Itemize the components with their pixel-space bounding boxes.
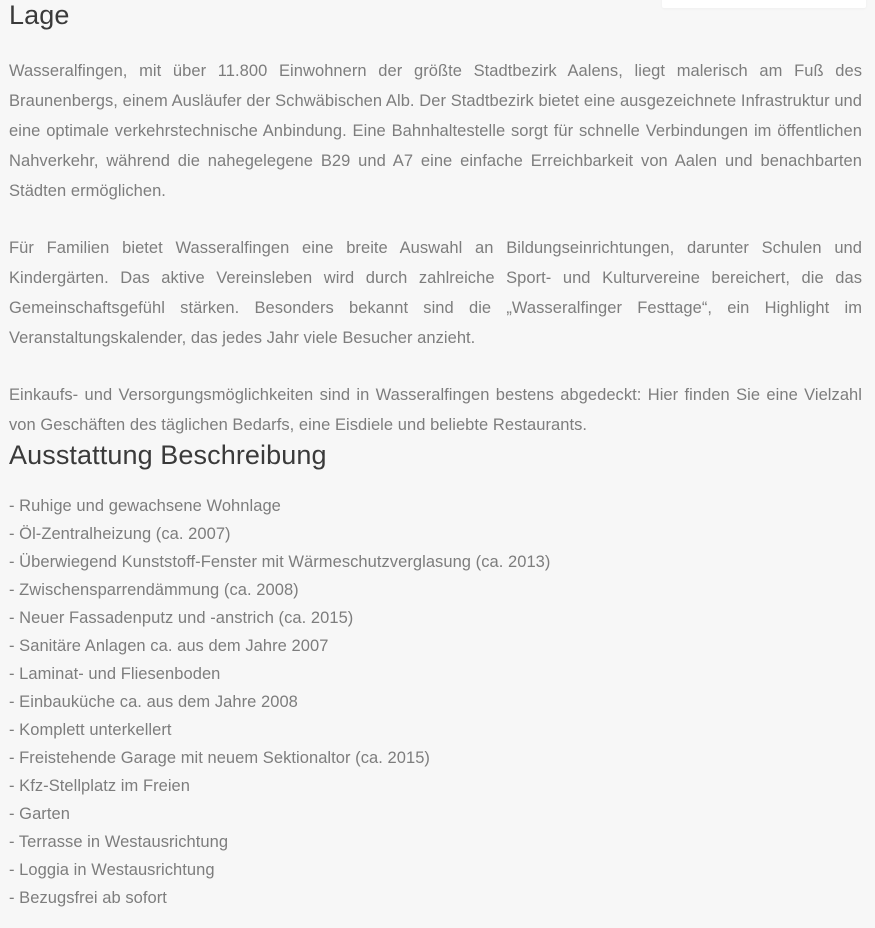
ausstattung-feature-list — [9, 492, 862, 912]
list-item: - Zwischensparrendämmung (ca. 2008) — [9, 581, 299, 599]
list-item: - Garten — [9, 805, 70, 823]
list-item: - Loggia in Westausrichtung — [9, 861, 215, 879]
list-item: - Öl-Zentralheizung (ca. 2007) — [9, 525, 231, 543]
lage-paragraphs — [9, 56, 862, 440]
list-item: - Freistehende Garage mit neuem Sektionaltor (ca. 2015) — [9, 749, 430, 767]
list-item: - Terrasse in Westausrichtung — [9, 833, 229, 851]
list-item: - Ruhige und gewachsene Wohnlage — [9, 497, 281, 515]
list-item: - Überwiegend Kunststoff-Fenster mit Wärmeschutzverglasung (ca. 2013) — [9, 553, 551, 571]
list-item: - Neuer Fassadenputz und -anstrich (ca. 2015) — [9, 609, 354, 627]
lage-paragraph-3: Einkaufs- und Versorgungsmöglichkeiten sind in Wasseralfingen bestens abgedeckt: Hier finden Sie eine Vielzahl von Geschäften des täglichen Bedarfs, eine Eisdiele und beliebte Restaurants. — [9, 386, 862, 434]
list-item: - Komplett unterkellert — [9, 721, 172, 739]
list-item: - Bezugsfrei ab sofort — [9, 889, 167, 907]
list-item: - Laminat- und Fliesenboden — [9, 665, 221, 683]
section-title-ausstattung: Ausstattung Beschreibung — [9, 440, 327, 470]
list-item: - Sanitäre Anlagen ca. aus dem Jahre 2007 — [9, 637, 329, 655]
section-title-lage: Lage — [9, 0, 70, 30]
list-item: - Einbauküche ca. aus dem Jahre 2008 — [9, 693, 298, 711]
list-item: - Kfz-Stellplatz im Freien — [9, 777, 191, 795]
lage-paragraph-1: Wasseralfingen, mit über 11.800 Einwohnern der größte Stadtbezirk Aalens, liegt malerisch am Fuß des Braunenbergs, einem Ausläufer der Schwäbischen Alb. Der Stadtbezirk bietet eine ausgezeichnete Infrastruktur und eine optimale verkehrstechnische Anbindung. Eine Bahnhaltestelle sorgt für schnelle Verbindungen im öffentlichen Nahverkehr, während die nahegelegene B29 und A7 eine einfache Erreichbarkeit von Aalen und benachbarten Städten ermöglichen. — [9, 62, 862, 200]
lage-paragraph-2: Für Familien bietet Wasseralfingen eine breite Auswahl an Bildungseinrichtungen, darunter Schulen und Kindergärten. Das aktive Vereinsleben wird durch zahlreiche Sport- und Kulturvereine bereichert, die das Gemeinschaftsgefühl stärken. Besonders bekannt sind die „Wasseralfinger Festtage“, ein Highlight im Veranstaltungskalender, das jedes Jahr viele Besucher anzieht. — [9, 239, 862, 347]
